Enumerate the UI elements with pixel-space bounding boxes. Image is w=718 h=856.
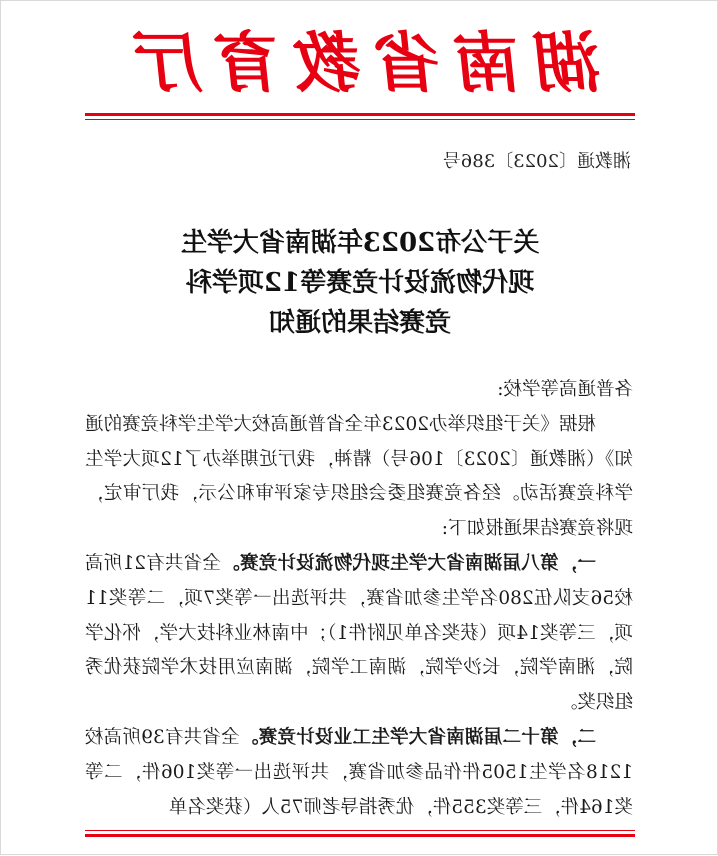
intro-paragraph: 根据《关于组织举办2023年全省普通高校大学生学科竞赛的通知》（湘教通〔2023〕106号）精神，我厅近期举办了12项大学生学科竞赛活动。经各竞赛组委会组织专家评审和公示，我厅审定，现将竞赛结果通报如下: <box>85 413 633 540</box>
section-2-text: 全省共有39所高校1218名学生1505件作品参加省赛，共评选出一等奖106件，二等奖164件，三等奖355件，优秀指导老师75人（获奖名单 <box>85 726 633 818</box>
issuer-letterhead: 湖南省教育厅 <box>115 24 605 102</box>
letterhead-rule-thick <box>85 113 635 116</box>
title-line-3: 竞赛结果的通知 <box>269 308 452 338</box>
salutation: 各普通高等学校: <box>497 379 633 400</box>
footer-rule-thick <box>85 834 635 837</box>
document-number: 湘教通〔2023〕386号 <box>442 151 631 172</box>
document-title <box>85 223 635 343</box>
title-line-1: 关于公布2023年湖南省大学生 <box>180 228 540 258</box>
footer-rule-thin <box>85 830 635 831</box>
letterhead-rule-thin <box>85 119 635 120</box>
title-line-2: 现代物流设计竞赛等12项学科 <box>185 268 535 298</box>
mirrored-content <box>1 1 718 856</box>
section-1-heading: 一，第八届湖南省大学生现代物流设计竞赛。 <box>221 552 596 574</box>
section-1-text: 全省共有21所高校56支队伍280名学生参加省赛，共评选出一等奖7项，二等奖11项，三等奖14项（获奖名单见附件1）；中南林业科技大学，怀化学院，湘南学院，长沙学院，湖南工学院，湖南应用技术学院获优秀组织奖。 <box>85 552 633 714</box>
section-2-heading: 二，第十二届湖南省大学生工业设计竞赛。 <box>239 726 596 748</box>
document-body <box>85 373 633 825</box>
section-1-paragraph <box>85 547 633 721</box>
section-2-paragraph <box>85 721 633 825</box>
